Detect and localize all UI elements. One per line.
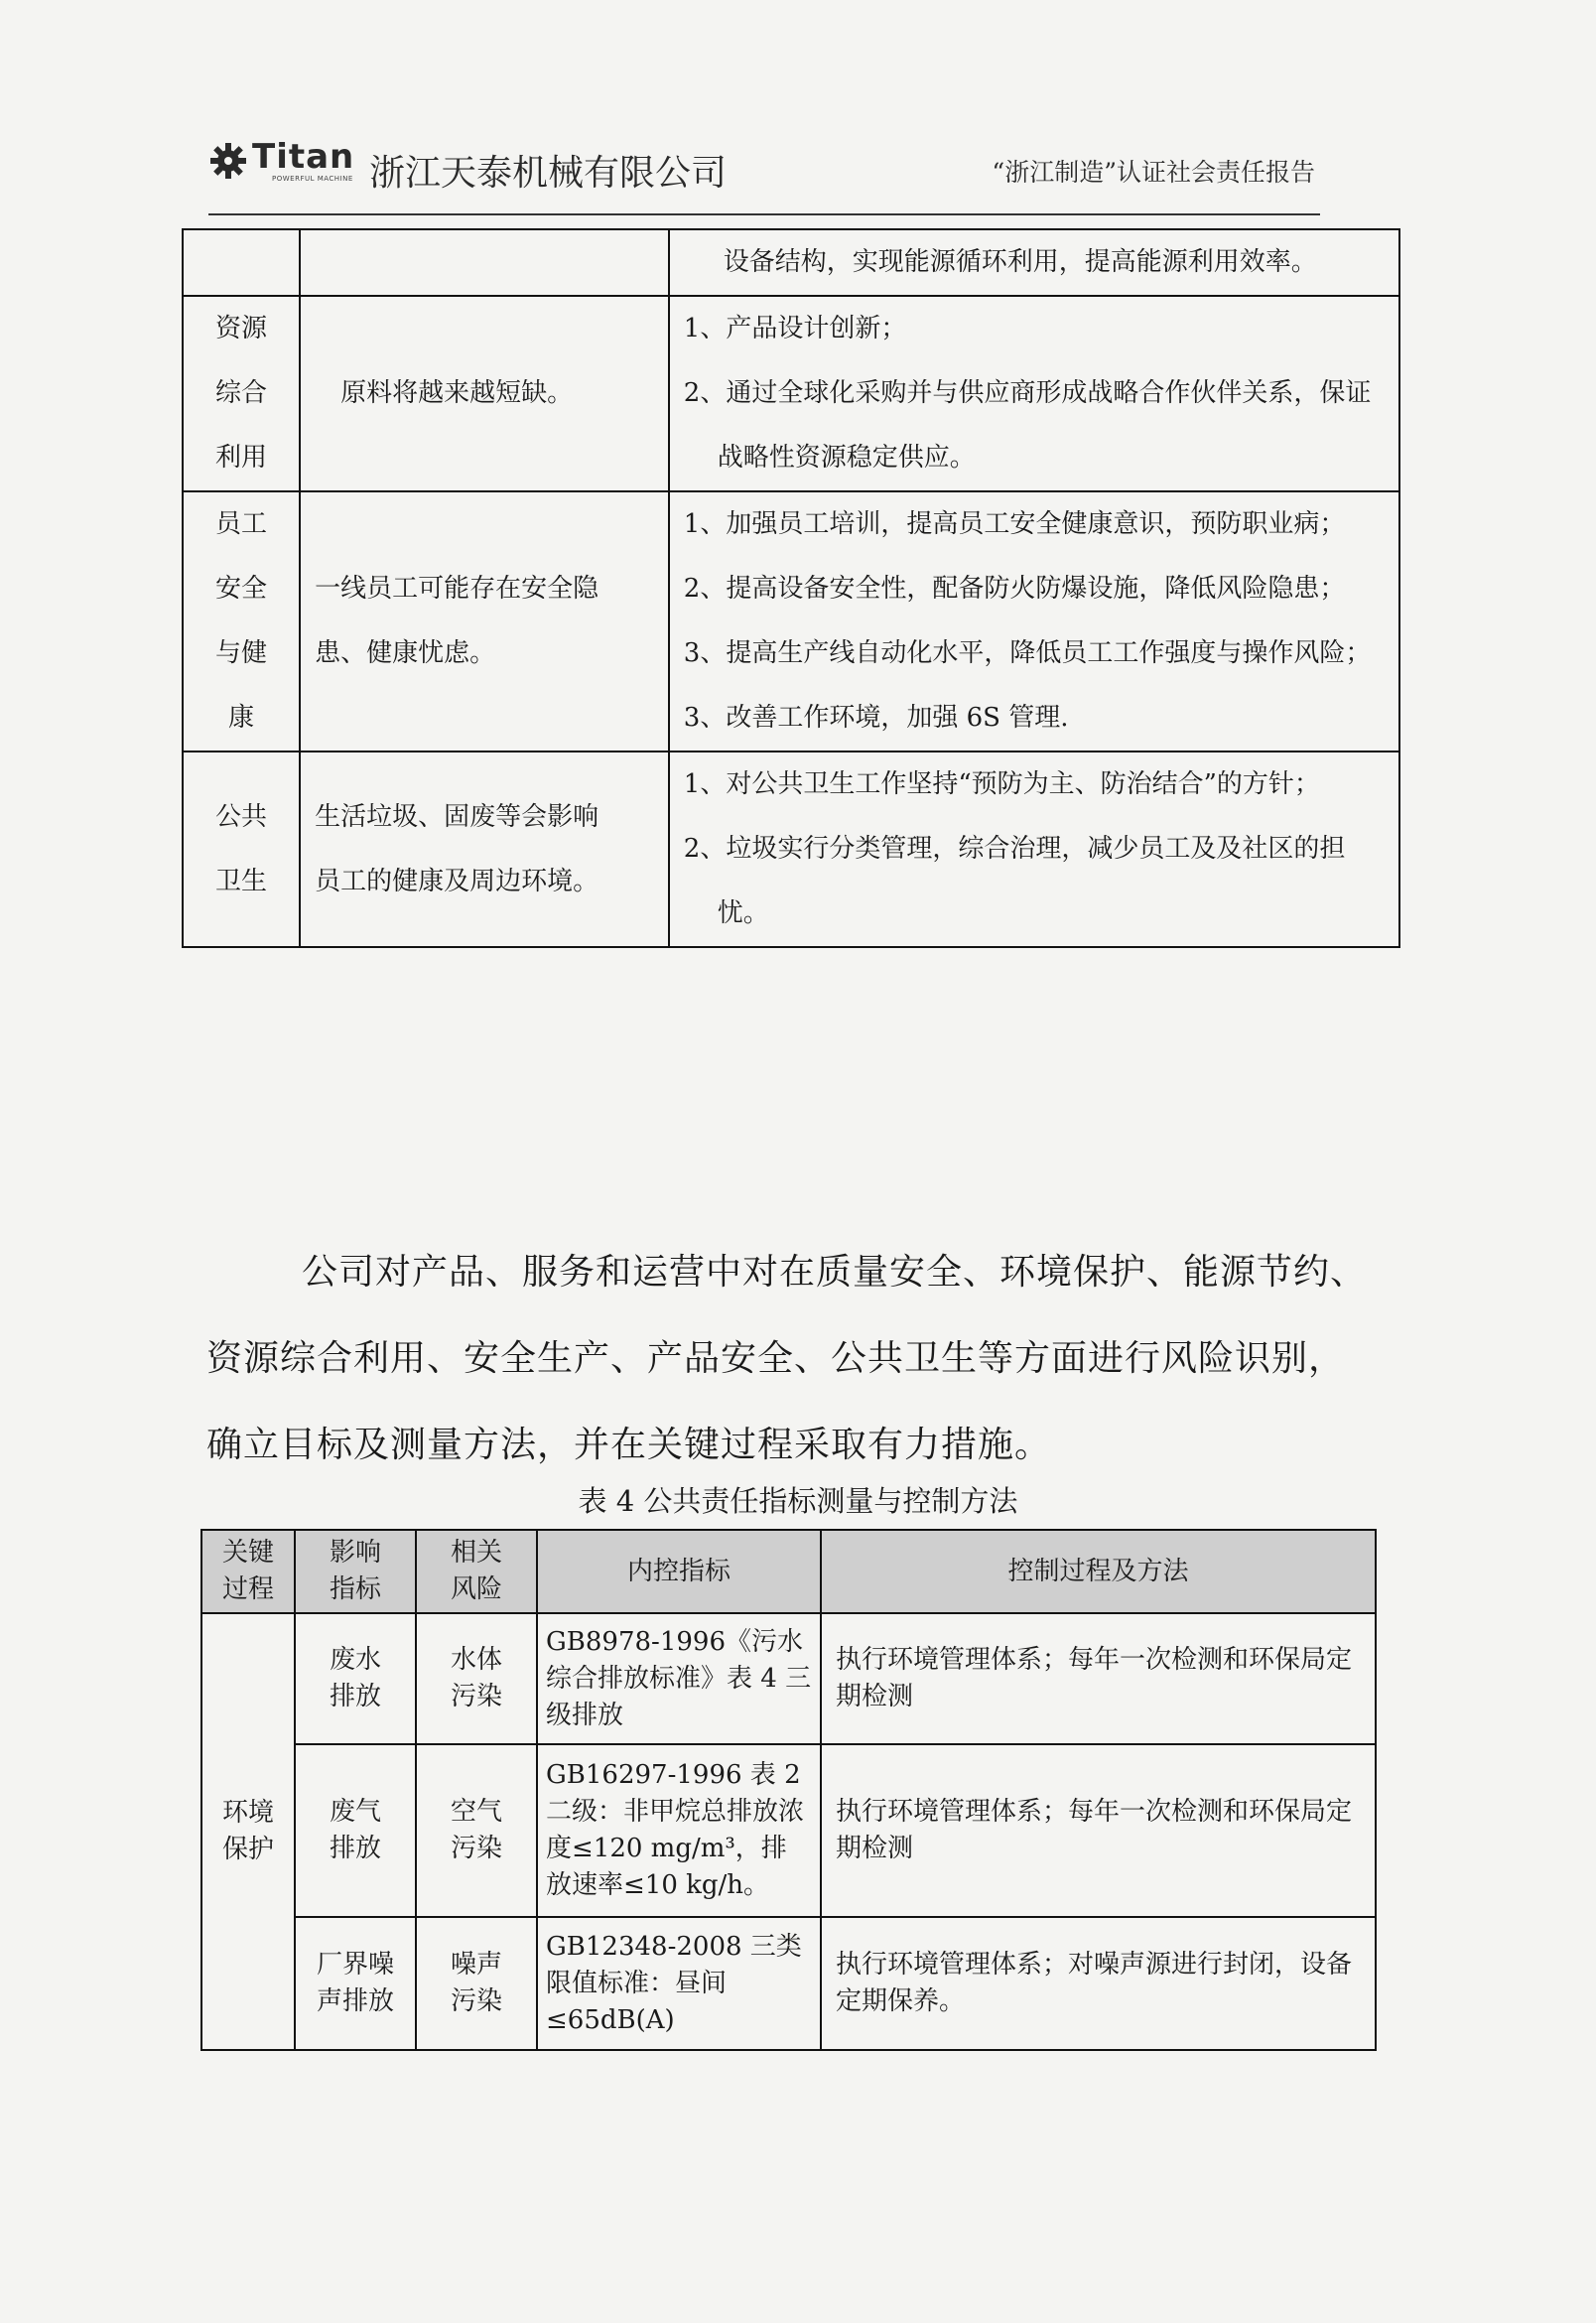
column-header: 内控指标 [537, 1530, 821, 1613]
table-row [183, 229, 1399, 296]
method-cell: 执行环境管理体系；对噪声源进行封闭，设备定期保养。 [821, 1917, 1376, 2050]
column-header: 关键过程 [201, 1530, 295, 1613]
measure-item: 2、通过全球化采购并与供应商形成战略合作伙伴关系，保证战略性资源稳定供应。 [683, 378, 1372, 473]
column-header: 控制过程及方法 [821, 1530, 1376, 1613]
measures-cell [669, 229, 1399, 296]
column-header: 影响指标 [295, 1530, 416, 1613]
risk-cell: 水体污染 [416, 1613, 537, 1744]
table-caption: 表 4 公共责任指标测量与控制方法 [578, 1484, 1018, 1518]
table-row [201, 1613, 1376, 1744]
indicator-cell: 废水排放 [295, 1613, 416, 1744]
measure-item: 1、产品设计创新； [683, 314, 907, 343]
method-cell: 执行环境管理体系；每年一次检测和环保局定期检测 [821, 1613, 1376, 1744]
table-row [183, 491, 1399, 752]
internal-control-cell: GB12348-2008 三类限值标准：昼间≤65dB(A) [537, 1917, 821, 2050]
category-cell: 公共卫生 [183, 752, 300, 947]
measures-cell [669, 491, 1399, 752]
table-row [201, 1917, 1376, 2050]
report-title: “浙江制造”认证社会责任报告 [992, 158, 1315, 187]
measures-cell [669, 296, 1399, 491]
indicator-control-table [200, 1529, 1377, 2051]
category-cell: 员工安全与健康 [183, 491, 300, 752]
gear-icon [208, 141, 248, 181]
process-cell: 环境保护 [201, 1613, 295, 2050]
internal-control-cell: GB16297-1996 表 2 二级：非甲烷总排放浓度≤120 mg/m³，排放速率≤10 kg/h。 [537, 1744, 821, 1917]
table-row [183, 296, 1399, 491]
table-row [201, 1744, 1376, 1917]
risk-cell: 噪声污染 [416, 1917, 537, 2050]
measure-item: 1、加强员工培训，提高员工安全健康意识，预防职业病； [683, 509, 1346, 539]
category-cell: 资源综合利用 [183, 296, 300, 491]
page-header [208, 127, 1315, 216]
risk-cell [300, 229, 669, 296]
internal-control-cell: GB8978-1996《污水综合排放标准》表 4 三级排放 [537, 1613, 821, 1744]
table-header-row [201, 1530, 1376, 1613]
risk-cell: 空气污染 [416, 1744, 537, 1917]
logo-wordmark: Titan [252, 137, 355, 177]
continuation-text: 设备结构，实现能源循环利用，提高能源利用效率。 [723, 247, 1317, 277]
logo-tagline: POWERFUL MACHINE [272, 175, 353, 183]
column-header: 相关风险 [416, 1530, 537, 1613]
measures-cell [669, 752, 1399, 947]
header-divider [208, 213, 1320, 215]
indicator-cell: 废气排放 [295, 1744, 416, 1917]
risk-measures-table [182, 228, 1400, 948]
measure-item: 3、提高生产线自动化水平，降低员工工作强度与操作风险； [683, 638, 1372, 668]
company-name: 浙江天泰机械有限公司 [369, 153, 728, 194]
measure-item: 2、提高设备安全性，配备防火防爆设施，降低风险隐患； [683, 574, 1346, 604]
indicator-cell: 厂界噪声排放 [295, 1917, 416, 2050]
risk-cell: 原料将越来越短缺。 [300, 296, 669, 491]
measure-item: 1、对公共卫生工作坚持“预防为主、防治结合”的方针； [683, 769, 1320, 799]
method-cell: 执行环境管理体系；每年一次检测和环保局定期检测 [821, 1744, 1376, 1917]
titan-logo [208, 137, 357, 187]
measure-item: 3、改善工作环境，加强 6S 管理. [683, 703, 1069, 733]
category-cell [183, 229, 300, 296]
body-paragraph: 公司对产品、服务和运营中对在质量安全、环境保护、能源节约、资源综合利用、安全生产、产品安全、公共卫生等方面进行风险识别，确立目标及测量方法，并在关键过程采取有力措施。 [206, 1252, 1368, 1465]
measure-item: 2、垃圾实行分类管理，综合治理，减少员工及及社区的担忧。 [683, 834, 1346, 928]
risk-cell: 生活垃圾、固废等会影响员工的健康及周边环境。 [300, 752, 669, 947]
table-row [183, 752, 1399, 947]
risk-cell: 一线员工可能存在安全隐患、健康忧虑。 [300, 491, 669, 752]
